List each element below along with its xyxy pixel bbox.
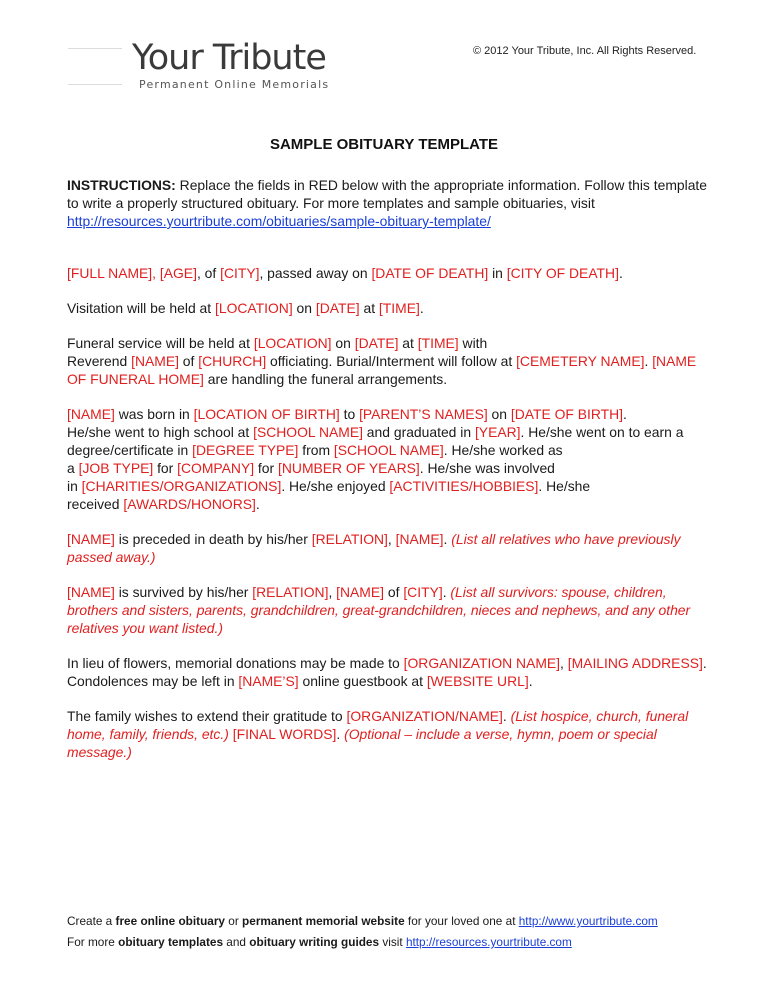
footer-link[interactable]: http://www.yourtribute.com (518, 914, 658, 928)
logo-title: Your Tribute (132, 38, 326, 78)
logo-subtitle: Permanent Online Memorials (139, 78, 330, 91)
spacer (67, 317, 707, 334)
placeholder-field: [NAME] (67, 406, 115, 422)
text-run: . Condolences may be left in (67, 655, 707, 689)
text-run: . He/she (538, 478, 591, 494)
text-run: . (618, 265, 623, 281)
placeholder-field: [CHURCH] (198, 353, 267, 369)
text-run: He/she went to high school at (67, 424, 254, 440)
bold-text: obituary writing guides (249, 935, 380, 949)
text-run: . He/she was involved (419, 460, 555, 476)
obituary-paragraph (67, 405, 707, 513)
placeholder-field: [CEMETERY NAME] (516, 353, 645, 369)
text-run: . (623, 406, 627, 422)
italic-note: (List hospice, church, funeral home, family, friends, etc.) (67, 708, 689, 742)
placeholder-field: [FINAL WORDS] (232, 726, 337, 742)
placeholder-field: [CITY] (403, 584, 443, 600)
spacer (67, 388, 707, 405)
page-header (0, 0, 768, 110)
text-run: of (178, 353, 199, 369)
placeholder-field: [WEBSITE URL] (426, 673, 529, 689)
placeholder-field: [NAME OF FUNERAL HOME] (67, 353, 697, 387)
spacer (67, 513, 707, 530)
placeholder-field: [LOCATION] (215, 300, 293, 316)
obituary-paragraph (67, 530, 707, 566)
footer-link[interactable]: http://resources.yourtribute.com (405, 935, 572, 949)
text-run: visit (379, 935, 406, 949)
bold-text: permanent memorial website (242, 914, 405, 928)
logo-decor-line-bottom (68, 84, 122, 85)
placeholder-field: [DATE OF DEATH] (371, 265, 489, 281)
obituary-paragraph (67, 334, 707, 388)
placeholder-field: [PARENT’S NAMES] (359, 406, 488, 422)
text-run: , (387, 531, 396, 547)
placeholder-field: [NAME’S] (238, 673, 299, 689)
text-run: of (384, 584, 404, 600)
instructions-text: Replace the fields in RED below with the appropriate information. Follow this template to write a properly structured obituary. For more templates and sample obituaries, visit (67, 177, 708, 211)
placeholder-field: [NAME] (67, 531, 115, 547)
placeholder-field: [NAME] (395, 531, 444, 547)
text-run: on (331, 335, 355, 351)
text-run: for (254, 460, 279, 476)
text-run: . He/she worked as (443, 442, 563, 458)
spacer (67, 282, 707, 299)
text-run: is preceded in death by his/her (114, 531, 312, 547)
text-run: . He/she went on to earn a degree/certificate in (67, 424, 684, 458)
bold-text: obituary templates (118, 935, 224, 949)
text-run: . (442, 584, 451, 600)
text-run: , (328, 584, 337, 600)
placeholder-field: [NAME] (131, 353, 179, 369)
text-run: at (359, 300, 379, 316)
spacer (67, 230, 707, 264)
placeholder-field: [CHARITIES/ORGANIZATIONS] (81, 478, 282, 494)
obituary-paragraph (67, 583, 707, 637)
obituary-paragraph (67, 264, 707, 282)
text-run: . (255, 496, 260, 512)
placeholder-field: [NAME] (67, 584, 115, 600)
copyright-notice: © 2012 Your Tribute, Inc. All Rights Reserved. (473, 45, 697, 57)
placeholder-field: [FULL NAME], [AGE] (67, 265, 197, 281)
placeholder-field: [NAME] (336, 584, 385, 600)
placeholder-field: [ORGANIZATION/NAME] (346, 708, 503, 724)
text-run: and (223, 935, 250, 949)
obituary-paragraph (67, 654, 707, 690)
text-run: a (67, 460, 79, 476)
placeholder-field: [JOB TYPE] (78, 460, 154, 476)
spacer (67, 566, 707, 583)
text-run: for (153, 460, 178, 476)
text-run: on (487, 406, 511, 422)
obituary-paragraph (67, 707, 707, 761)
text-run: officiating. Burial/Interment will follow at (266, 353, 517, 369)
text-run: . (528, 673, 533, 689)
placeholder-field: [RELATION] (311, 531, 388, 547)
instructions-paragraph (67, 176, 707, 230)
placeholder-field: [AWARDS/HONORS] (123, 496, 256, 512)
placeholder-field: [YEAR] (474, 424, 521, 440)
text-run: . (502, 708, 511, 724)
placeholder-field: [ORGANIZATION NAME] (403, 655, 561, 671)
page-footer (67, 911, 717, 953)
placeholder-field: [NUMBER OF YEARS] (278, 460, 420, 476)
italic-note: (Optional – include a verse, hymn, poem or special message.) (67, 726, 657, 760)
text-run: , passed away on (259, 265, 372, 281)
text-run: online guestbook at (298, 673, 427, 689)
document-body (67, 176, 707, 761)
placeholder-field: [TIME] (378, 300, 420, 316)
italic-note: (List all relatives who have previously passed away.) (67, 531, 681, 565)
placeholder-field: [DATE OF BIRTH] (510, 406, 624, 422)
text-run: . (644, 353, 653, 369)
text-run: . He/she enjoyed (281, 478, 390, 494)
text-run: are handling the funeral arrangements. (203, 371, 448, 387)
document-title: SAMPLE OBITUARY TEMPLATE (269, 136, 499, 153)
text-run: from (298, 442, 334, 458)
footer-line-create (67, 911, 717, 932)
text-run: for your loved one at (404, 914, 519, 928)
text-run: , of (196, 265, 221, 281)
placeholder-field: [SCHOOL NAME] (253, 424, 363, 440)
placeholder-field: [LOCATION] (253, 335, 332, 351)
text-run: . (336, 726, 345, 742)
obituary-paragraph (67, 299, 707, 317)
text-run: Funeral service will be held at (67, 335, 254, 351)
placeholder-field: [MAILING ADDRESS] (567, 655, 703, 671)
text-run: or (225, 914, 243, 928)
spacer (67, 637, 707, 654)
text-run: and graduated in (362, 424, 475, 440)
placeholder-field: [DEGREE TYPE] (192, 442, 299, 458)
obituary-paragraphs (67, 264, 707, 761)
text-run: Visitation will be held at (67, 300, 215, 316)
text-run: . (443, 531, 452, 547)
text-run: The family wishes to extend their gratitude to (67, 708, 347, 724)
bold-text: free online obituary (115, 914, 225, 928)
text-run: received (67, 496, 124, 512)
text-run: Reverend (67, 353, 132, 369)
placeholder-field: [DATE] (354, 335, 399, 351)
text-run: is survived by his/her (114, 584, 253, 600)
text-run: . (419, 300, 424, 316)
placeholder-field: [COMPANY] (177, 460, 255, 476)
text-run: with (458, 335, 488, 351)
text-run: was born in (114, 406, 194, 422)
placeholder-field: [SCHOOL NAME] (333, 442, 444, 458)
instructions-link[interactable]: http://resources.yourtribute.com/obituaries/sample-obituary-template/ (67, 213, 491, 229)
placeholder-field: [ACTIVITIES/HOBBIES] (389, 478, 539, 494)
placeholder-field: [CITY OF DEATH] (506, 265, 619, 281)
logo-decor-line (68, 48, 122, 49)
text-run: Create a (67, 914, 116, 928)
italic-note: (List all survivors: spouse, children, brothers and sisters, parents, grandchildren, great-grandchildren, nieces and nephews, and any other relatives you want listed.) (67, 584, 691, 636)
text-run: in (67, 478, 82, 494)
spacer (67, 690, 707, 707)
text-run: in (488, 265, 507, 281)
placeholder-field: [CITY] (220, 265, 260, 281)
text-run: to (339, 406, 360, 422)
text-run: , (560, 655, 568, 671)
footer-line-guides (67, 932, 717, 953)
text-run: at (398, 335, 418, 351)
text-run: on (292, 300, 316, 316)
placeholder-field: [RELATION] (252, 584, 329, 600)
placeholder-field: [TIME] (417, 335, 459, 351)
text-run: In lieu of flowers, memorial donations may be made to (67, 655, 404, 671)
placeholder-field: [LOCATION OF BIRTH] (193, 406, 340, 422)
instructions-label: INSTRUCTIONS: (67, 177, 176, 193)
text-run: For more (67, 935, 119, 949)
placeholder-field: [DATE] (315, 300, 360, 316)
